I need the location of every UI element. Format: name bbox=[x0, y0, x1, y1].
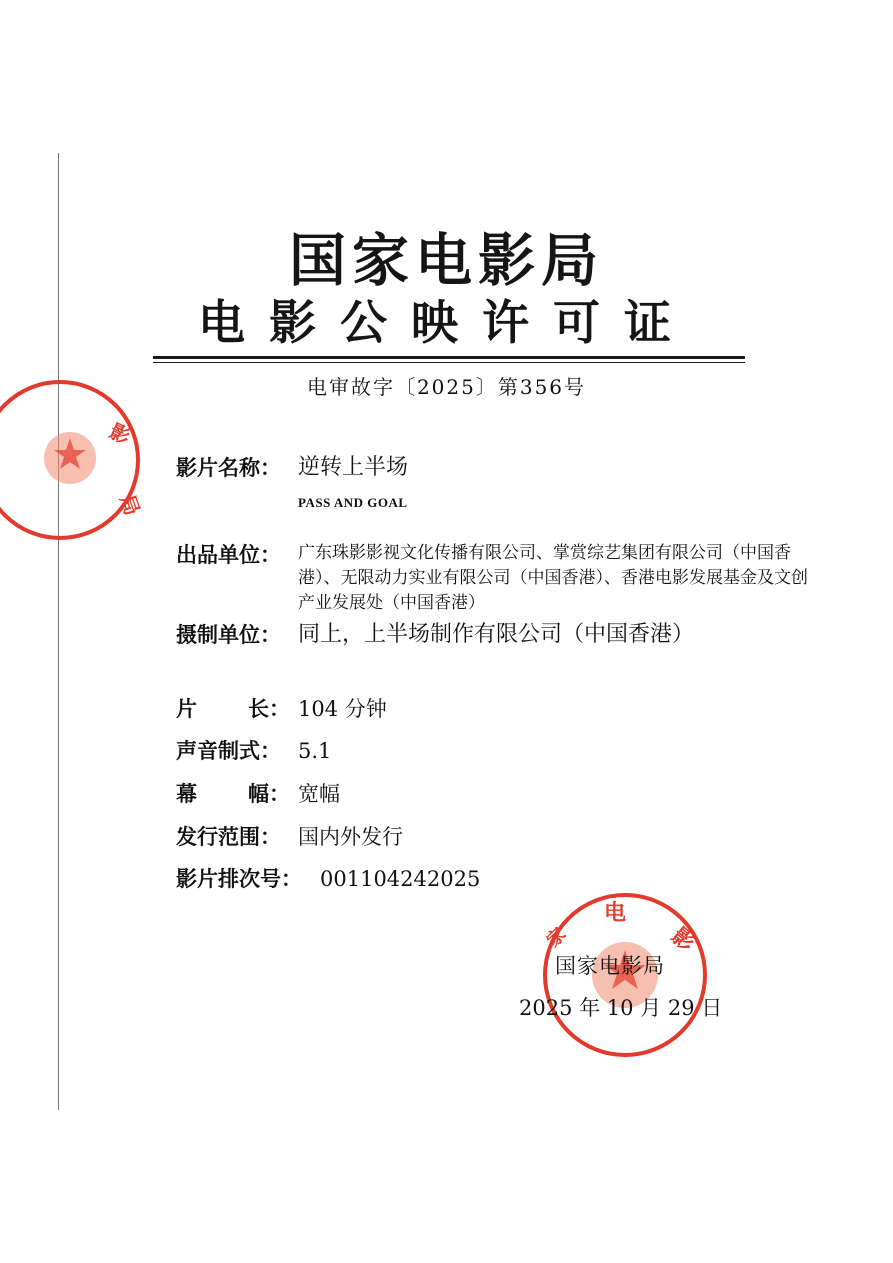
title-rule-thin bbox=[153, 362, 745, 363]
svg-text:电: 电 bbox=[604, 900, 627, 926]
producer-label: 出品单位： bbox=[176, 543, 281, 567]
license-title: 电影公映许可证 bbox=[198, 296, 695, 351]
issue-date: 2025 年 10 月 29 日 bbox=[519, 996, 723, 1020]
svg-text:影: 影 bbox=[666, 922, 700, 957]
distribution-value: 国内外发行 bbox=[298, 825, 403, 849]
svg-text:家: 家 bbox=[542, 923, 571, 952]
issuing-authority-title: 国家电影局 bbox=[289, 228, 604, 294]
length-label: 片 长： bbox=[176, 697, 290, 721]
film-english-title: PASS AND GOAL bbox=[298, 495, 408, 510]
field-producer bbox=[176, 540, 816, 620]
production-value: 同上，上半场制作有限公司（中国香港） bbox=[298, 622, 695, 647]
field-film-name bbox=[176, 453, 816, 483]
svg-text:影: 影 bbox=[105, 418, 135, 449]
film-name-label: 影片名称： bbox=[176, 456, 281, 480]
serial-label: 影片排次号： bbox=[176, 867, 302, 891]
screen-value: 宽幅 bbox=[298, 782, 340, 806]
field-sound bbox=[176, 736, 816, 766]
document-number: 电审故字〔2025〕第356号 bbox=[306, 375, 587, 399]
left-official-seal bbox=[0, 378, 150, 548]
film-name-value: 逆转上半场 bbox=[298, 455, 409, 480]
screen-label: 幕 幅： bbox=[176, 782, 290, 806]
field-distribution bbox=[176, 822, 816, 852]
field-serial bbox=[176, 864, 816, 894]
producer-value: 广东珠影影视文化传播有限公司、掌赏综艺集团有限公司（中国香港）、无限动力实业有限公司（中国香港）、香港电影发展基金及文创产业发展处（中国香港） bbox=[298, 543, 808, 613]
sound-label: 声音制式： bbox=[176, 739, 281, 763]
production-label: 摄制单位： bbox=[176, 623, 281, 647]
serial-value: 001104242025 bbox=[320, 867, 481, 891]
sound-value: 5.1 bbox=[298, 739, 332, 763]
title-rule-thick bbox=[153, 356, 745, 359]
issuer-name: 国家电影局 bbox=[555, 954, 665, 978]
field-length bbox=[176, 694, 816, 724]
field-production bbox=[176, 620, 816, 650]
field-screen bbox=[176, 779, 816, 809]
length-value: 104 分钟 bbox=[298, 697, 387, 721]
svg-text:局: 局 bbox=[115, 491, 145, 519]
distribution-label: 发行范围： bbox=[176, 825, 281, 849]
